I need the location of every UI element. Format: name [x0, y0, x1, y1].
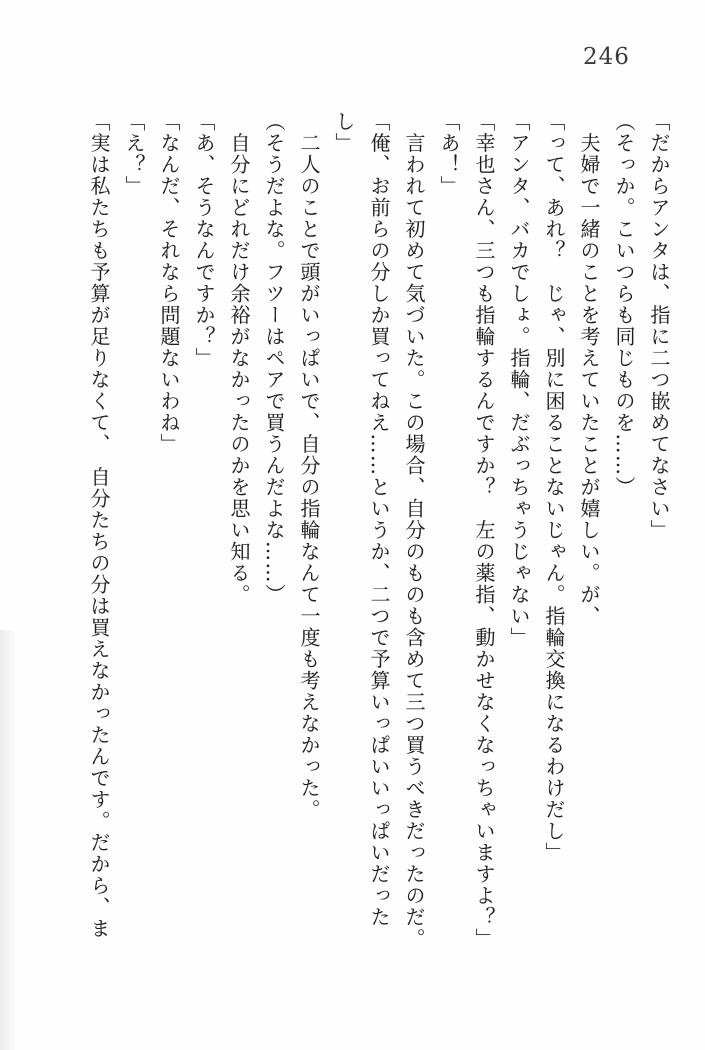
text-line: し」 [332, 111, 356, 154]
page-number: 246 [583, 44, 630, 70]
text-line: （そっか。こいつらも同じものを……） [612, 111, 636, 498]
text-line: 二人のことで頭がいっぱいで、自分の指輪なんて一度も考えなかった。 [297, 111, 321, 821]
text-line: 「幸也さん、三つも指輪するんですか？ 左の薬指、動かせなくなっちゃいますよ？」 [472, 111, 496, 950]
text-line: 「あ、そうなんですか？」 [192, 111, 216, 369]
text-line: 「って、あれ？ じゃ、別に困ることないじゃん。指輪交換になるわけだし」 [542, 111, 566, 864]
text-line: 「え？」 [122, 111, 146, 197]
text-line: 「なんだ、それなら問題ないわね」 [157, 111, 181, 455]
text-line: 「実は私たちも予算が足りなくて、 自分たちの分は買えなかったんです。だから、ま [87, 111, 111, 940]
scan-edge-shadow [0, 630, 16, 1050]
text-line: （そうだよな。フツーはペアで買うんだよな……） [262, 111, 286, 606]
text-line: 自分にどれだけ余裕がなかったのかを思い知る。 [227, 111, 251, 606]
text-line: 「アンタ、バカでしょ。指輪、だぶっちゃうじゃない」 [507, 111, 531, 649]
text-line: 言われて初めて気づいた。この場合、自分のものも含めて三つ買うべきだったのだ。 [402, 111, 426, 950]
text-line: 「だからアンタは、指に二つ嵌めてなさい」 [647, 111, 671, 541]
novel-text-block [81, 111, 676, 973]
text-line: 「あ！」 [437, 111, 461, 197]
text-line: 「俺、お前らの分しか買ってねえ……というか、二つで予算いっぱいいっぱいだった [367, 111, 391, 928]
text-line: 夫婦で一緒のことを考えていたことが嬉しい。が、 [577, 111, 601, 627]
